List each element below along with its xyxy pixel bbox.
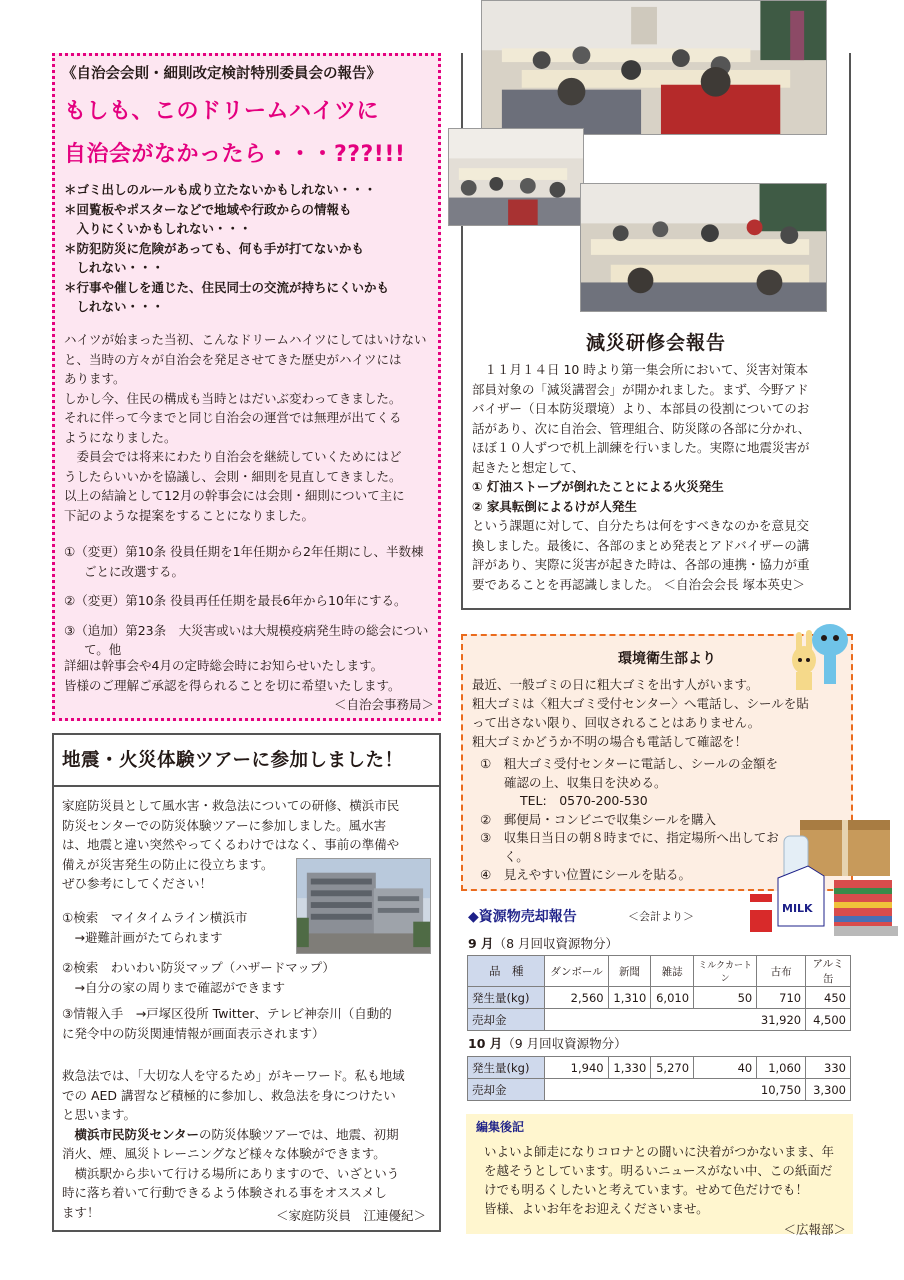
earthquake-tips-b <box>62 958 436 997</box>
cell: 1,060 <box>757 1057 806 1079</box>
training-line: 要であることを再認識しました。 ＜自治会会長 塚本英史＞ <box>472 576 805 592</box>
env-step: ① 粗大ゴミ受付センターに電話し、シールの金額を確認の上、収集日を決める。 <box>480 756 778 790</box>
training-line: 起きたと想定して、 <box>472 459 585 475</box>
body-line: あります。 <box>64 371 126 386</box>
sep-month: 9 月 <box>468 936 494 951</box>
training-line: という課題に対して、自分たちは何をすべきなのかを意見交 <box>472 518 810 533</box>
training-photo-wide <box>580 183 827 312</box>
editor-note-title: 編集後記 <box>476 1120 525 1134</box>
tip-line: ②検索 わいわい防災マップ（ハザードマップ） <box>62 960 335 975</box>
env-tel: TEL: 0570-200-530 <box>520 793 648 808</box>
body-line: と、当時の方々が自治会を発足させてきた歴史がハイツには <box>64 351 402 367</box>
col-aluminum: アルミ缶 <box>806 956 851 987</box>
center-line: ます！ <box>62 1204 100 1220</box>
tip-line: →避難計画がたてられます <box>62 929 223 945</box>
earthquake-signature: ＜家庭防災員 江連優紀＞ <box>275 1208 426 1223</box>
sep-month-label <box>468 934 618 952</box>
proposal-item: ③（追加）第23条 大災害或いは大規模疫病発生時の総会について。他 <box>64 622 429 657</box>
proposal-item: ②（変更）第10条 役員再任任期を最長6年から10年にする。 <box>64 593 407 608</box>
table-header-row <box>468 956 851 987</box>
oct-note: （9 月回収資源物分） <box>502 1036 627 1051</box>
training-line: 評があり、実際に災害が起きた時は、各部の連携・協力が重 <box>472 557 810 572</box>
body-line: しかし今、住民の構成も当時とはだいぶ変わってきました。 <box>64 390 402 406</box>
tip-line: →自分の家の周りまで確認ができます <box>62 979 285 995</box>
cell: 5,270 <box>651 1057 694 1079</box>
col-type: 品 種 <box>468 956 545 987</box>
resource-sales-source: ＜会計より＞ <box>628 910 694 923</box>
earthquake-title-divider <box>52 785 441 787</box>
tip-line: に発令中の防災関連情報が画面表示されます） <box>62 1025 325 1041</box>
row-label: 売却金 <box>468 1079 545 1101</box>
resource-sales-title: ◆資源物売却報告 <box>468 909 577 925</box>
proposal-item: ①（変更）第10条 役員任期を1年任期から2年任期にし、半数棟ごとに改選する。 <box>64 544 424 579</box>
committee-headline-line2: 自治会がなかったら・・・???!!! <box>64 142 406 167</box>
training-photo-main <box>481 0 827 135</box>
intro-line: 防災センターでの防災体験ツアーに参加しました。風水害 <box>62 817 387 833</box>
training-line: １１月１４日 10 時より第一集会所において、災害対策本 <box>472 362 809 377</box>
editor-line: いよいよ師走になりコロナとの闘いに決着がつかないまま、年 <box>484 1144 835 1159</box>
body-line: 下記のような提案をすることになりました。 <box>64 507 315 523</box>
cell: 450 <box>806 987 851 1009</box>
committee-body <box>64 330 434 525</box>
cell: 710 <box>757 987 806 1009</box>
body-line: 委員会では将来にわたり自治会を継続していくためにはど <box>64 449 402 464</box>
oct-month: 10 月 <box>468 1036 503 1051</box>
col-milk-carton: ミルクカートン <box>694 956 757 987</box>
intro-line: 家庭防災員として風水害・救急法についての研修、横浜市民 <box>62 798 400 813</box>
sep-note: （8 月回収資源物分） <box>493 936 618 951</box>
bullet-line: ＊行事や催しを通じた、住民同士の交流が持ちにくいかも <box>64 279 390 295</box>
earthquake-tips-a <box>62 908 294 947</box>
cell: 10,750 <box>545 1079 806 1101</box>
committee-proposals <box>64 542 434 670</box>
disaster-center-building-photo <box>296 858 431 954</box>
committee-bullets <box>64 180 434 317</box>
cell: 1,330 <box>608 1057 651 1079</box>
editor-line: 皆様、よいお年をお迎えくださいませ。 <box>484 1201 709 1216</box>
committee-headline-line1: もしも、このドリームハイツに <box>64 99 380 124</box>
body-line: ハイツが始まった当初、こんなドリームハイツにしてはいけない <box>64 332 427 347</box>
col-cloth: 古布 <box>757 956 806 987</box>
table-row <box>468 1079 851 1101</box>
earthquake-tour-title: 地震・火災体験ツアーに参加しました！ <box>62 750 404 771</box>
milk-carton-label: MILK <box>782 902 813 915</box>
training-line: バイザー（日本防災環境）より、本部員の役割についてのお <box>472 401 810 416</box>
training-scenario: ② 家具転倒によるけが人発生 <box>472 498 637 514</box>
body-line: うしたらいいかを協議し、会則・細則を見直してきました。 <box>64 468 402 484</box>
body-line: それに伴って今までと同じ自治会の運営では無理が出てくる <box>64 410 402 425</box>
earthquake-closing <box>62 1066 436 1222</box>
closing-line: と思います。 <box>62 1107 137 1122</box>
intro-line: は、地震と違い突然やってくるわけではなく、事前の準備や <box>62 837 400 852</box>
table-row <box>468 987 851 1009</box>
tip-line: ③情報入手 →戸塚区役所 Twitter、テレビ神奈川（自動的 <box>62 1006 392 1021</box>
cell: 1,940 <box>545 1057 608 1079</box>
center-rest: の防災体験ツアーでは、地震、初期 <box>199 1126 399 1142</box>
bullet-line: ＊防犯防災に危険があっても、何も手が打てないかも <box>64 240 364 256</box>
training-line: 部員対象の「減災講習会」が開かれました。まず、今野アド <box>472 381 809 397</box>
training-line: 話があり、次に自治会、管理組合、防災隊の各部に分かれ、 <box>472 420 811 436</box>
bullet-line: しれない・・・ <box>64 299 165 314</box>
env-step: ④ 見えやすい位置にシールを貼る。 <box>480 867 691 882</box>
training-report-title: 減災研修会報告 <box>585 332 726 354</box>
oct-month-label <box>468 1034 627 1052</box>
row-label: 売却金 <box>468 1009 545 1031</box>
env-step: ③ 収集日当日の朝８時までに、指定場所へ出しておく。 <box>480 830 779 864</box>
center-line: 横浜駅から歩いて行ける場所にありますので、いざという <box>62 1165 400 1181</box>
center-line: 時に落ち着いて行動できるよう体験される事をオススメし <box>62 1185 387 1200</box>
environment-steps <box>480 755 790 885</box>
training-scenario: ① 灯油ストーブが倒れたことによる火災発生 <box>472 479 724 494</box>
col-newspaper: 新聞 <box>608 956 651 987</box>
training-report-body <box>472 360 844 594</box>
sep-resource-table <box>467 955 851 1031</box>
body-line: 以上の結論として12月の幹事会には会則・細則について主に <box>64 488 405 503</box>
row-label: 発生量(kg) <box>468 1057 545 1079</box>
tail-line: 詳細は幹事会や4月の定時総会時にお知らせいたします。 <box>64 658 384 673</box>
col-magazine: 雑誌 <box>651 956 694 987</box>
committee-tail <box>64 656 434 715</box>
recyclables-illustration <box>750 818 900 936</box>
intro-line: ぜひ参考にしてください！ <box>62 876 213 891</box>
oct-resource-table <box>467 1056 851 1101</box>
training-line: 換しました。最後に、各部のまとめ発表とアドバイザーの講 <box>472 537 810 553</box>
env-line: って出さない限り、回収されることはありません。 <box>472 715 761 730</box>
env-line: 粗大ゴミは〈粗大ゴミ受付センター〉へ電話し、シールを貼 <box>472 696 809 711</box>
cell: 50 <box>694 987 757 1009</box>
cell: 6,010 <box>651 987 694 1009</box>
editor-note-body <box>484 1142 846 1239</box>
bullet-line: ＊回覧板やポスターなどで地域や行政からの情報も <box>64 201 352 217</box>
env-line: 粗大ゴミかどうか不明の場合も電話して確認を！ <box>472 734 748 749</box>
center-name: 横浜市民防災センター <box>74 1126 200 1142</box>
training-photo-small <box>448 128 584 226</box>
env-line: 最近、一般ゴミの日に粗大ゴミを出す人がいます。 <box>472 677 759 692</box>
cell: 330 <box>806 1057 851 1079</box>
body-line: ようになりました。 <box>64 429 177 445</box>
environment-notice-body <box>472 675 848 751</box>
editor-line: けでも明るくしたいと考えています。せめて色だけでも！ <box>484 1182 809 1197</box>
env-step: ② 郵便局・コンビニで収集シールを購入 <box>480 811 716 827</box>
environment-notice-title: 環境衛生部より <box>618 651 716 667</box>
cell: 1,310 <box>608 987 651 1009</box>
editor-line: を越そうとしています。明るいニュースがない中、この紙面だ <box>484 1163 833 1178</box>
cell: 3,300 <box>806 1079 851 1101</box>
table-row <box>468 1009 851 1031</box>
row-label: 発生量(kg) <box>468 987 545 1009</box>
closing-line: 救急法では、「大切な人を守るため」がキーワード。私も地域 <box>62 1068 405 1083</box>
cell: 31,920 <box>545 1009 806 1031</box>
bullet-line: しれない・・・ <box>64 260 165 275</box>
col-cardboard: ダンボール <box>545 956 608 987</box>
earthquake-tips-c <box>62 1004 436 1043</box>
tip-line: ①検索 マイタイムライン横浜市 <box>62 910 248 925</box>
table-row <box>468 1057 851 1079</box>
cell: 40 <box>694 1057 757 1079</box>
editor-signature: ＜広報部＞ <box>783 1222 846 1237</box>
tail-line: 皆様のご理解ご承認を得られることを切に希望いたします。 <box>64 677 401 693</box>
center-line <box>62 1125 436 1145</box>
cell: 2,560 <box>545 987 608 1009</box>
bullet-line: ＊ゴミ出しのルールも成り立たないかもしれない・・・ <box>64 182 377 197</box>
committee-report-title: 《自治会会則・細則改定検討特別委員会の報告》 <box>62 66 381 82</box>
intro-line: 備えが災害発生の防止に役立ちます。 <box>62 856 274 872</box>
center-line: 消火、煙、風災トレーニングなど様々な体験ができます。 <box>62 1146 386 1161</box>
committee-signature: ＜自治会事務局＞ <box>333 697 434 712</box>
training-line: ほぼ１０人ずつで机上訓練を行いました。実際に地震災害が <box>472 440 810 455</box>
closing-line: での AED 講習など積極的に参加し、救急法を身につけたい <box>62 1087 396 1103</box>
cell: 4,500 <box>806 1009 851 1031</box>
bullet-line: 入りにくいかもしれない・・・ <box>64 221 252 236</box>
